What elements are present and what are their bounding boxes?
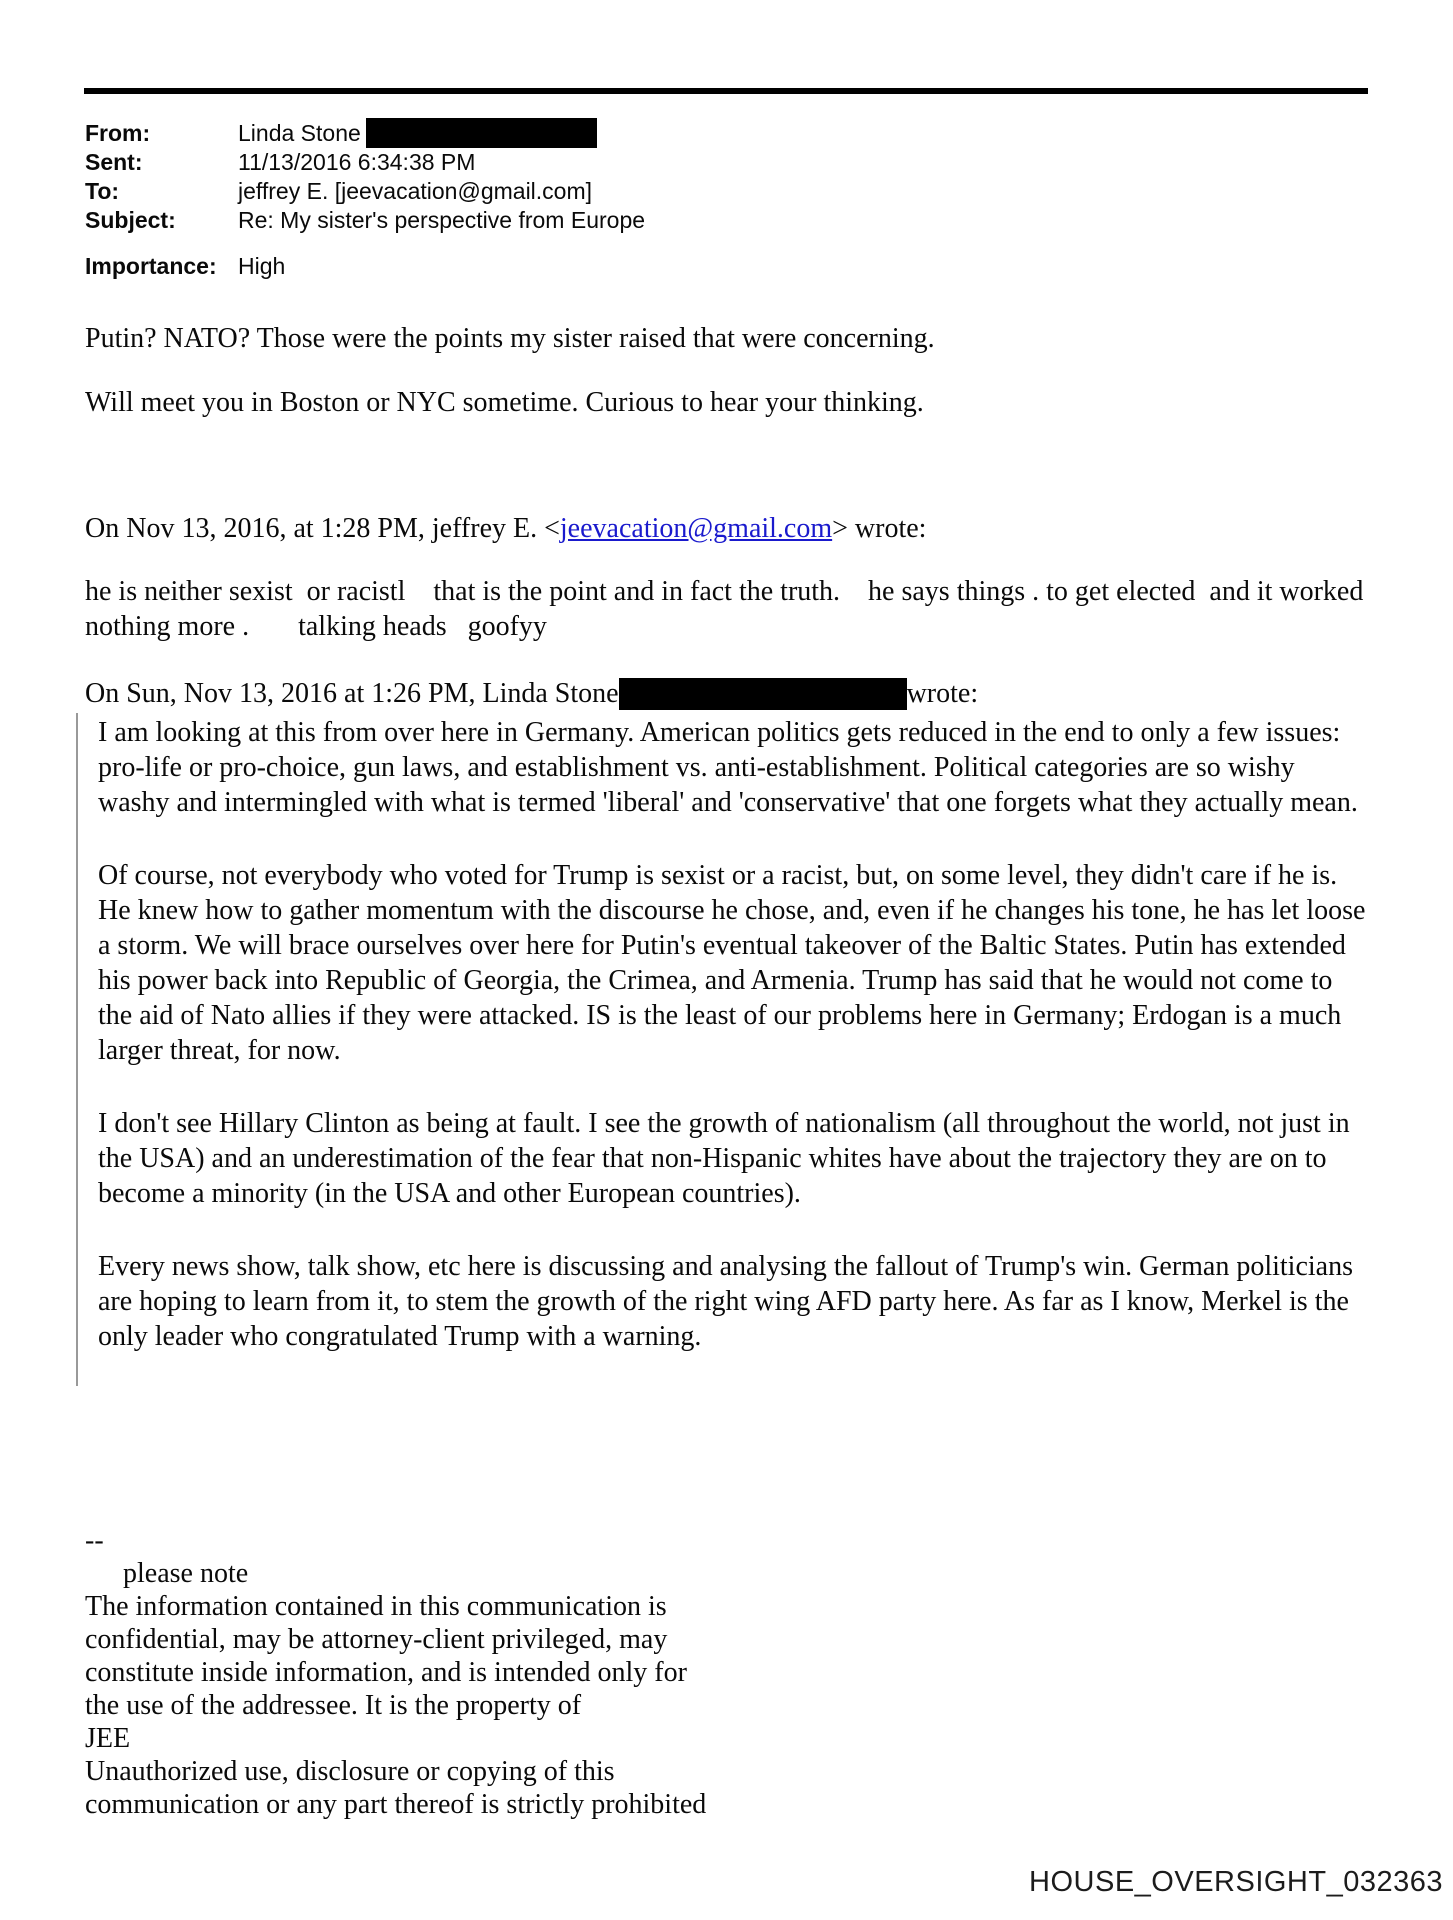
quoted-paragraph: I don't see Hillary Clinton as being at fault. I see the growth of nationalism (all throughout the world, not just in the USA) and an underestimation of the fear that non-Hispanic whites have about the trajectory they are on to become a minority (in the USA and other European countries). [98, 1108, 1357, 1209]
to-label: To: [85, 178, 120, 204]
redaction-bar [619, 678, 907, 710]
to-value: jeffrey E. [jeevacation@gmail.com] [238, 178, 593, 204]
signature-line: confidential, may be attorney-client privileged, may [85, 1624, 668, 1655]
sent-value: 11/13/2016 6:34:38 PM [238, 149, 476, 175]
bates-stamp: HOUSE_OVERSIGHT_032363 [1029, 1866, 1443, 1898]
email-link[interactable]: jeevacation@gmail.com [559, 513, 833, 544]
email-header [85, 118, 1453, 281]
importance-value: High [238, 253, 286, 279]
from-label: From: [85, 120, 151, 146]
header-row-to [85, 177, 1453, 206]
signature-block [85, 1524, 1370, 1821]
header-row-importance [85, 252, 1453, 281]
quoted-paragraph: Of course, not everybody who voted for Trump is sexist or a racist, but, on some level, they didn't care if he is. He knew how to gather momentum with the discourse he chose, and, even if he changes his tone, he has let loose a storm. We will brace ourselves over here for Putin's eventual takeover of the Baltic States. Putin has extended his power back into Republic of Georgia, the Crimea, and Armenia. Trump has said that he would not come to the aid of Nato allies if they were attacked. IS is the least of our problems here in Germany; Erdogan is a much larger threat, for now. [98, 860, 1373, 1066]
signature-line: Unauthorized use, disclosure or copying of this [85, 1756, 615, 1787]
quote-attribution-suffix: wrote: [906, 678, 979, 709]
signature-line: The information contained in this communication is [85, 1591, 667, 1622]
reply-attribution-prefix: On Nov 13, 2016, at 1:28 PM, jeffrey E. < [85, 513, 560, 544]
signature-note: please note [123, 1558, 249, 1589]
body-paragraph: Putin? NATO? Those were the points my sister raised that were concerning. [85, 323, 935, 354]
email-body [85, 321, 1378, 1821]
from-name: Linda Stone [238, 120, 361, 146]
quote-attribution-prefix: On Sun, Nov 13, 2016 at 1:26 PM, Linda Stone [85, 678, 619, 709]
reply-attribution-suffix: > wrote: [832, 513, 927, 544]
subject-value: Re: My sister's perspective from Europe [238, 207, 646, 233]
reply-attribution-line [85, 511, 1370, 546]
quoted-paragraph: I am looking at this from over here in Germany. American politics gets reduced in the end to only a few issues: pro-life or pro-choice, gun laws, and establishment vs. anti-establishment. Political categories are so wishy washy and intermingled with what is termed 'liberal' and 'conservative' that one forgets what they actually mean. [98, 717, 1358, 818]
subject-label: Subject: [85, 207, 176, 233]
sent-label: Sent: [85, 149, 143, 175]
redaction-bar [366, 118, 597, 148]
from-value [238, 118, 597, 148]
jeffrey-reply-paragraph: he is neither sexist or racistl that is the point and in fact the truth. he says things . to get elected and it worked nothing more . talking heads goofyy [85, 576, 1378, 642]
header-row-from [85, 118, 1453, 148]
signature-line: the use of the addressee. It is the property of [85, 1690, 582, 1721]
quote-attribution-line [85, 676, 1370, 711]
signature-line: constitute inside information, and is intended only for [85, 1657, 687, 1688]
header-divider-rule [84, 88, 1368, 94]
signature-line: communication or any part thereof is strictly prohibited [85, 1789, 707, 1820]
body-paragraph: Will meet you in Boston or NYC sometime. Curious to hear your thinking. [85, 387, 924, 418]
header-row-sent [85, 148, 1453, 177]
signature-divider: -- [85, 1525, 104, 1556]
importance-label: Importance: [85, 253, 217, 279]
header-row-subject [85, 206, 1453, 235]
signature-line: JEE [85, 1723, 131, 1754]
quoted-paragraph: Every news show, talk show, etc here is discussing and analysing the fallout of Trump's win. German politicians are hoping to learn from it, to stem the growth of the right wing AFD party here. As far as I know, Merkel is the only leader who congratulated Trump with a warning. [98, 1251, 1360, 1352]
quoted-message-block [76, 713, 1373, 1386]
